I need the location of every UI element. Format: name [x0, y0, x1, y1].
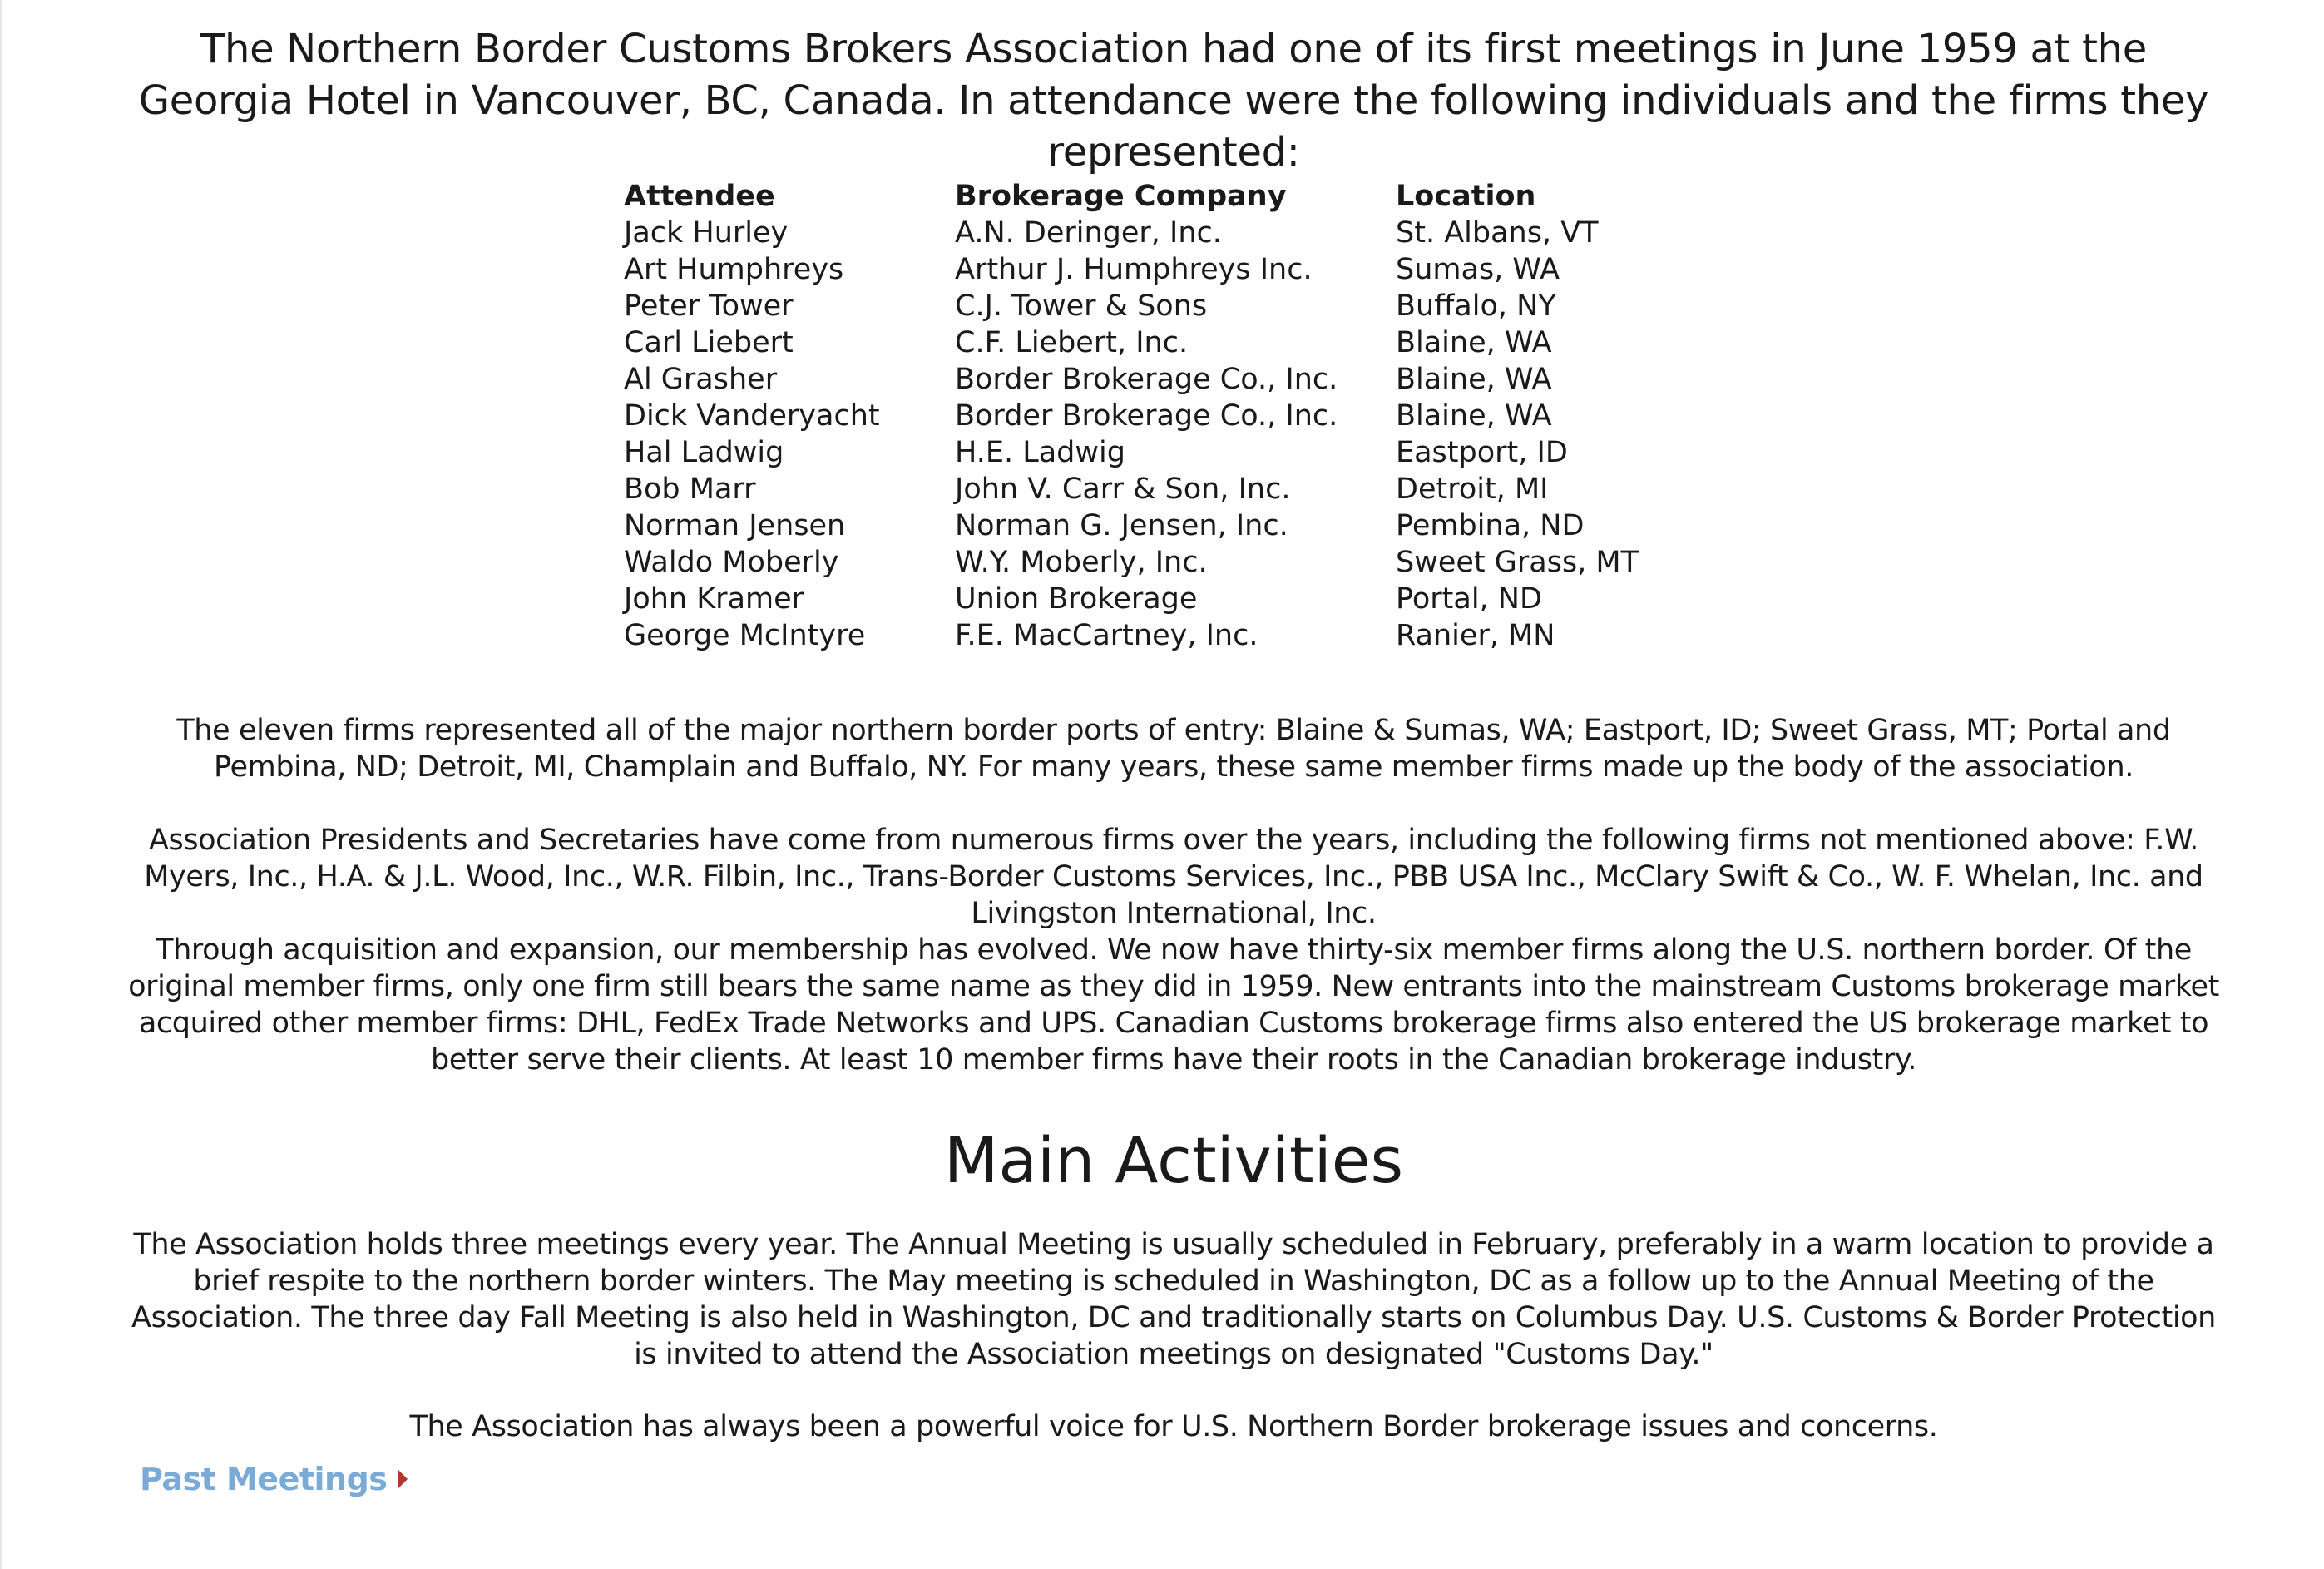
location-cell: Sumas, WA [1396, 253, 1560, 286]
company-cell: A.N. Deringer, Inc. [955, 216, 1222, 250]
company-cell: Norman G. Jensen, Inc. [955, 509, 1288, 542]
table-row [624, 361, 1728, 398]
table-header-row [624, 178, 1728, 215]
header-attendee: Attendee [624, 180, 775, 213]
acquisition-paragraph: Through acquisition and expansion, our membership has evolved. We now have thirty-six member firms along the U.S. northern border. Of the original member firms, only one firm still bears the same name as they did in 1959. New entrants into the mainstream Customs brokerage market acquired other member firms: DHL, FedEx Trade Networks and UPS. Canadian Customs brokerage firms also entered the US brokerage market to better serve their clients. At least 10 member firms have their roots in the Canadian brokerage industry. [128, 933, 2219, 1077]
table-row [624, 507, 1728, 544]
table-row [624, 251, 1728, 288]
location-cell: Blaine, WA [1396, 363, 1552, 396]
past-meetings-link[interactable] [140, 1461, 408, 1497]
header-brokerage-company: Brokerage Company [955, 180, 1287, 213]
attendee-cell: Waldo Moberly [624, 546, 839, 579]
location-cell: Pembina, ND [1396, 509, 1585, 542]
table-row [624, 581, 1728, 617]
attendee-cell: Peter Tower [624, 290, 794, 323]
company-cell: Union Brokerage [955, 582, 1198, 616]
voice-paragraph: The Association has always been a powerful voice for U.S. Northern Border brokerage issues and concerns. [409, 1410, 1938, 1443]
location-cell: Ranier, MN [1396, 619, 1555, 652]
header-location: Location [1396, 180, 1536, 213]
arrow-right-icon [398, 1470, 408, 1488]
company-cell: W.Y. Moberly, Inc. [955, 546, 1208, 579]
table-row [624, 398, 1728, 434]
attendee-cell: John Kramer [624, 582, 804, 616]
company-cell: Border Brokerage Co., Inc. [955, 363, 1338, 396]
location-cell: Detroit, MI [1396, 473, 1549, 506]
attendee-table-body [624, 215, 1728, 654]
location-cell: Blaine, WA [1396, 399, 1552, 433]
attendee-cell: Carl Liebert [624, 326, 794, 359]
location-cell: Buffalo, NY [1396, 290, 1556, 323]
attendee-cell: Al Grasher [624, 363, 778, 396]
company-cell: Arthur J. Humphreys Inc. [955, 253, 1313, 286]
attendee-cell: Art Humphreys [624, 253, 844, 286]
company-cell: F.E. MacCartney, Inc. [955, 619, 1258, 652]
eleven-firms-paragraph: The eleven firms represented all of the major northern border ports of entry: Blaine & Sumas, WA; Eastport, ID; Sweet Grass, MT; Portal and Pembina, ND; Detroit, MI, Champlain and Buffalo, NY. For many years, these same member firms made up the body of the association. [176, 714, 2171, 784]
company-cell: C.F. Liebert, Inc. [955, 326, 1189, 359]
company-cell: C.J. Tower & Sons [955, 290, 1208, 323]
company-cell: H.E. Ladwig [955, 436, 1125, 469]
table-row [624, 434, 1728, 471]
attendee-cell: Hal Ladwig [624, 436, 784, 469]
attendee-cell: Jack Hurley [624, 216, 789, 250]
past-meetings-label: Past Meetings [140, 1461, 388, 1497]
company-cell: John V. Carr & Son, Inc. [955, 473, 1291, 506]
location-cell: Blaine, WA [1396, 326, 1552, 359]
attendee-cell: George McIntyre [624, 619, 866, 652]
location-cell: Portal, ND [1396, 582, 1542, 616]
location-cell: Eastport, ID [1396, 436, 1568, 469]
main-activities-heading: Main Activities [943, 1123, 1404, 1197]
intro-paragraph: The Northern Border Customs Brokers Association had one of its first meetings in June 1959 at the Georgia Hotel in Vancouver, BC, Canada. In attendance were the following individuals and the firms they represented: [138, 26, 2209, 176]
table-row [624, 544, 1728, 581]
attendee-table [624, 178, 1728, 654]
table-row [624, 324, 1728, 361]
location-cell: Sweet Grass, MT [1396, 546, 1639, 579]
attendee-cell: Dick Vanderyacht [624, 399, 880, 433]
table-row [624, 471, 1728, 507]
location-cell: St. Albans, VT [1396, 216, 1599, 250]
presidents-paragraph: Association Presidents and Secretaries have come from numerous firms over the years, including the following firms not mentioned above: F.W. Myers, Inc., H.A. & J.L. Wood, Inc., W.R. Filbin, Inc., Trans-Border Customs Services, Inc., PBB USA Inc., McClary Swift & Co., W. F. Whelan, Inc. and Livingston International, Inc. [144, 824, 2203, 930]
activities-paragraph: The Association holds three meetings every year. The Annual Meeting is usually scheduled in February, preferably in a warm location to provide a brief respite to the northern border winters. The May meeting is scheduled in Washington, DC as a follow up to the Annual Meeting of the Association. The three day Fall Meeting is also held in Washington, DC and traditionally starts on Columbus Day. U.S. Customs & Border Protection is invited to attend the Association meetings on designated "Customs Day." [131, 1228, 2216, 1371]
table-row [624, 215, 1728, 251]
company-cell: Border Brokerage Co., Inc. [955, 399, 1338, 433]
table-row [624, 288, 1728, 324]
attendee-cell: Norman Jensen [624, 509, 846, 542]
left-border-rule [0, 0, 2, 1569]
attendee-cell: Bob Marr [624, 473, 756, 506]
table-row [624, 617, 1728, 654]
